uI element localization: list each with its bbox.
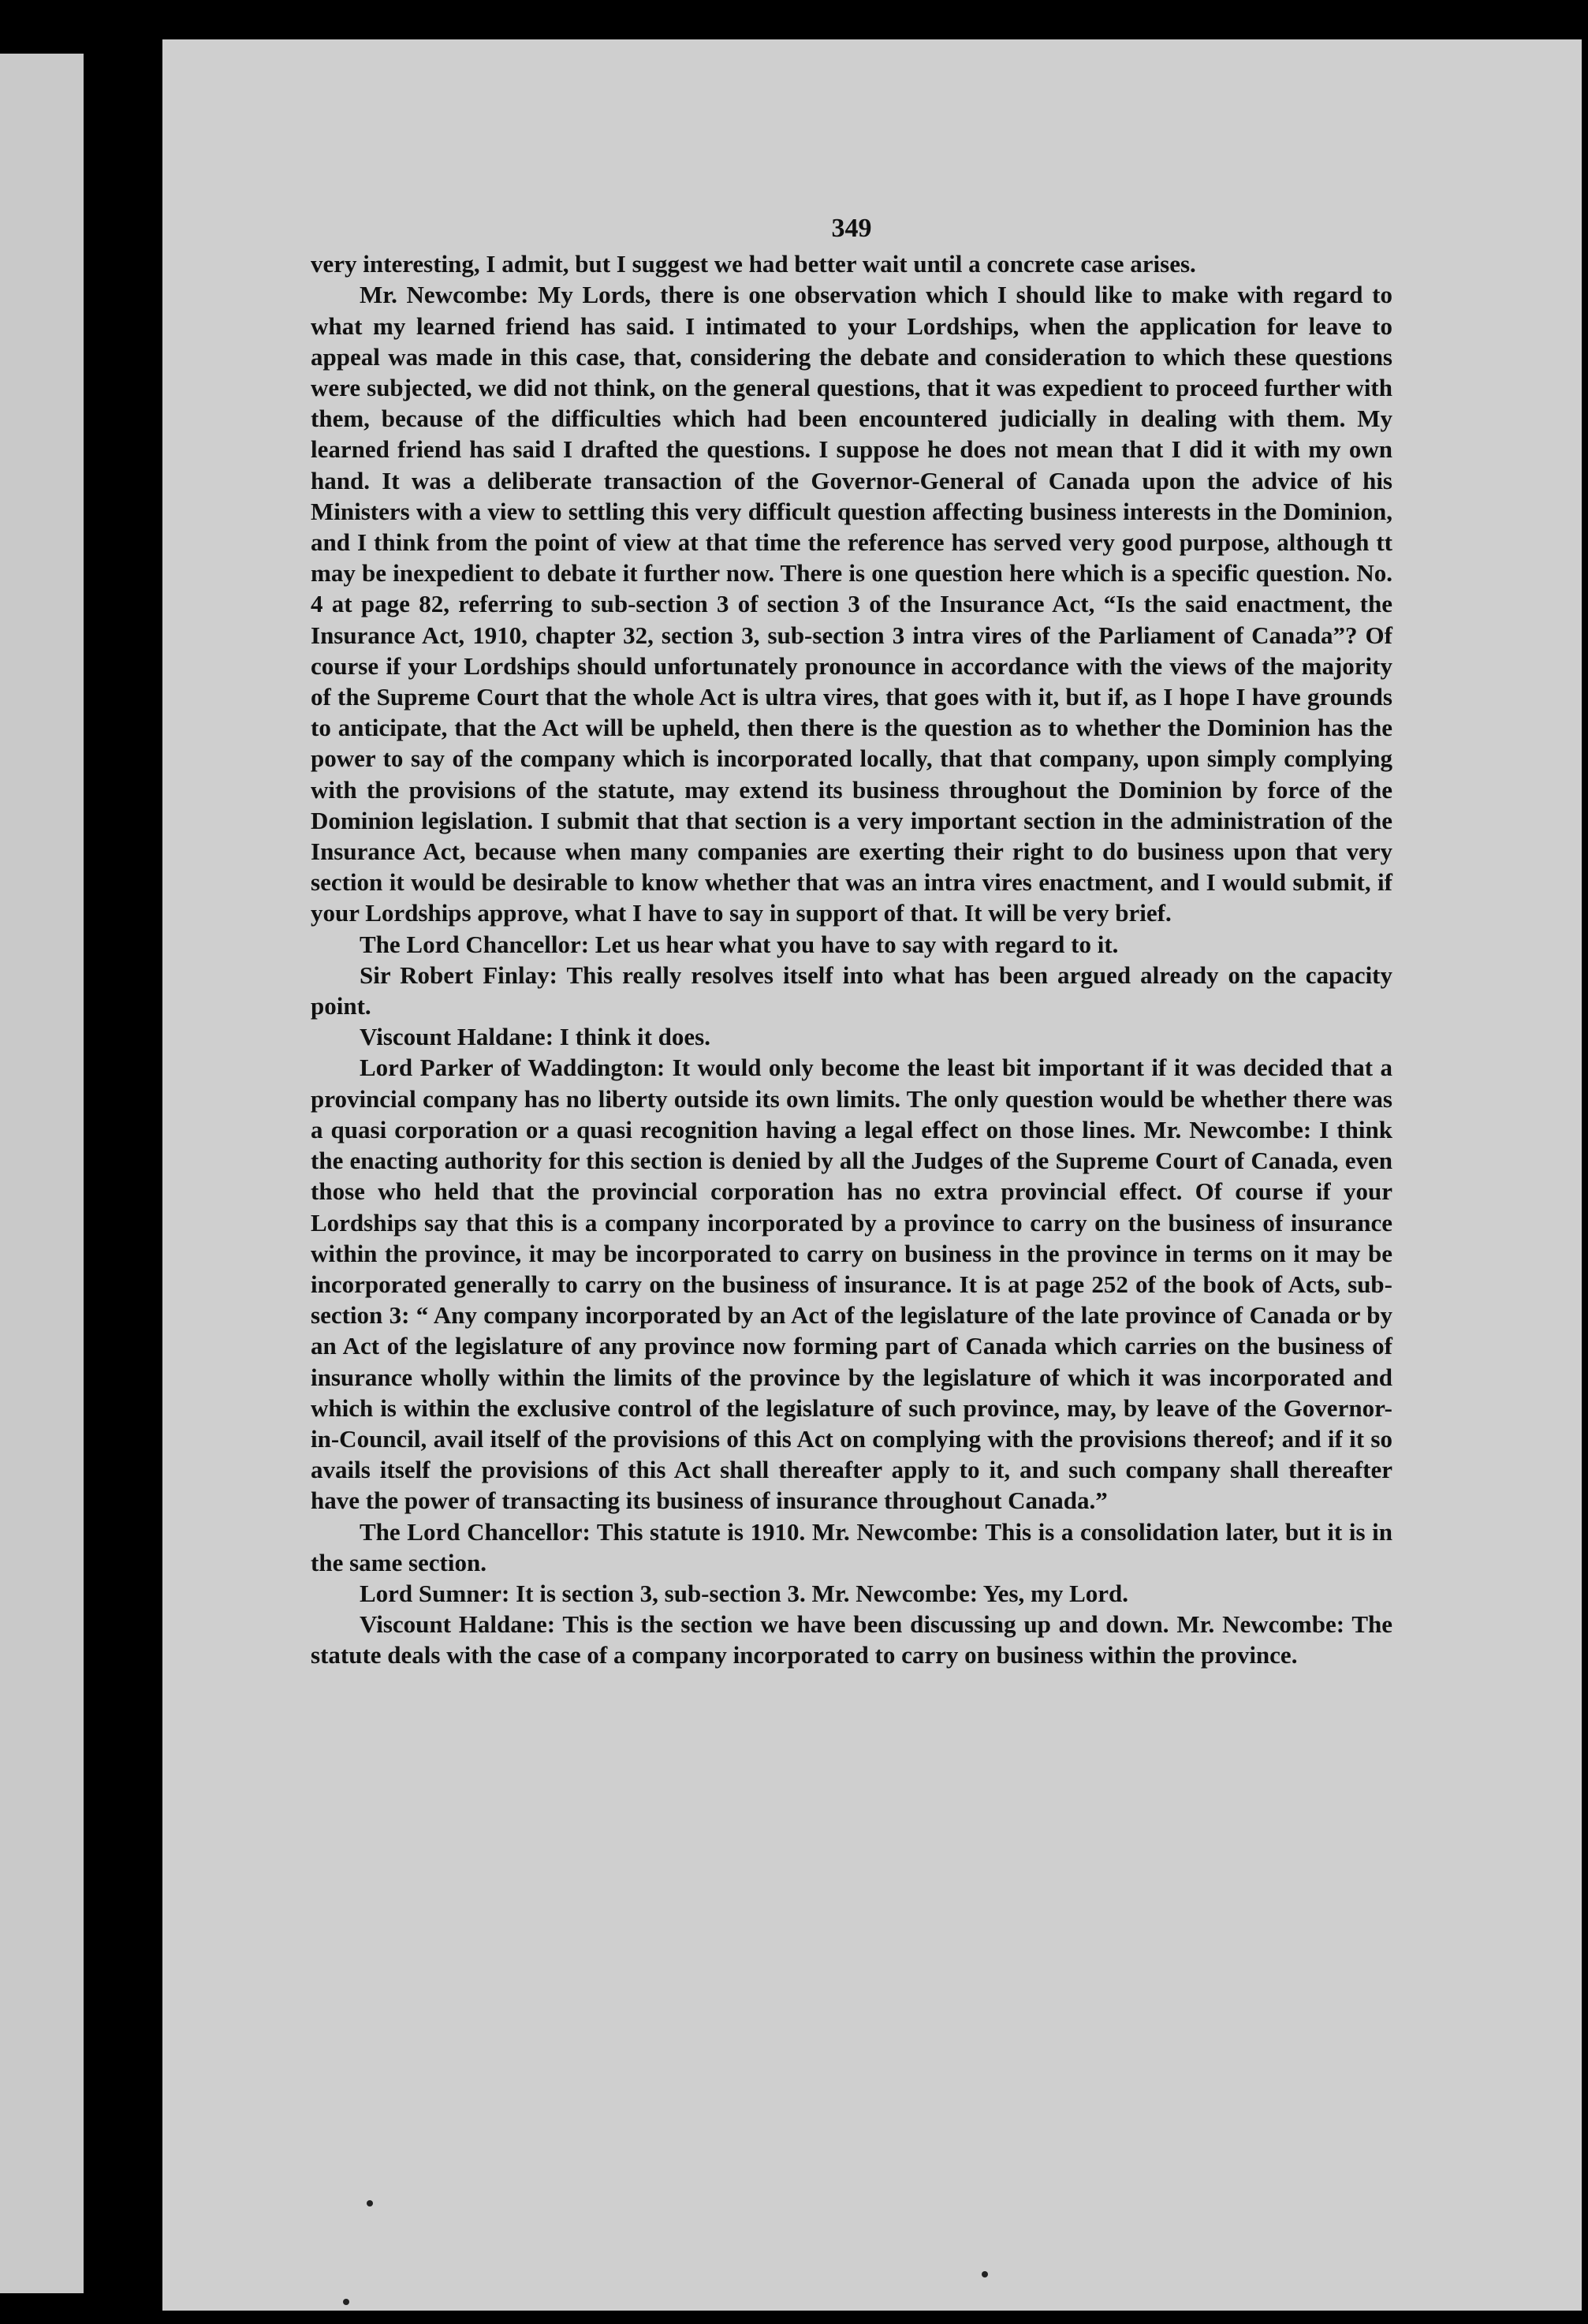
paragraph-continuation: very interesting, I admit, but I suggest we had better wait until a concrete case arises. [311,250,1196,278]
scan-speck [367,2200,373,2206]
paragraph-haldane-2: Viscount Haldane: This is the section we have been discussing up and down. Mr. Newcombe: The statute deals with the case of a company incorporated to carry on business within the province. [311,1610,1392,1669]
paragraph-sumner: Lord Sumner: It is section 3, sub-section 3. Mr. Newcombe: Yes, my Lord. [360,1579,1129,1607]
paragraph-lord-chancellor: The Lord Chancellor: Let us hear what you have to say with regard to it. [360,930,1119,958]
previous-page-edge [0,54,84,2293]
paragraph-finlay: Sir Robert Finlay: This really resolves itself into what has been argued already on the capacity point. [311,961,1392,1020]
page-text [311,213,1392,1671]
paragraph-parker: Lord Parker of Waddington: It would only become the least bit important if it was decided that a provincial company has no liberty outside its own limits. The only question would be whether there was a quasi corporation or a quasi recognition having a legal effect on those lines. Mr. Newcombe: I think the enacting authority for this section is denied by all the Judges of the Supreme Court of Canada, even those who held that the provincial corporation has no extra provincial effect. Of course if your Lordships say that this is a company incorporated by a province to carry on the business of insurance within the province, it may be incorporated to carry on business in the province in terms on it may be incorporated generally to carry on the business of insurance. It is at page 252 of the book of Acts, sub-section 3: “ Any company incorporated by an Act of the legislature of the late province of Canada or by an Act of the legislature of any province now forming part of Canada which carries on the business of insurance wholly within the limits of the province by the legislature of which it was incorporated and which is within the exclusive control of the legislature of such province, may, by leave of the Governor-in-Council, avail itself of the provisions of this Act on complying with the provisions thereof; and if it so avails itself the provisions of this Act shall thereafter apply to it, and such company shall thereafter have the power of transacting its business of insurance throughout Canada.” [311,1054,1392,1515]
page-number: 349 [831,214,872,243]
paragraph-newcombe: Mr. Newcombe: My Lords, there is one observation which I should like to make with regard to what my learned friend has said. I intimated to your Lordships, when the application for leave to appeal was made in this case, that, considering the debate and consideration to which these questions were subjected, we did not think, on the general questions, that it was expedient to proceed further with them, because of the difficulties which had been encountered judicially in dealing with them. My learned friend has said I drafted the questions. I suppose he does not mean that I did it with my own hand. It was a deliberate transaction of the Governor-General of Canada upon the advice of his Ministers with a view to settling this very difficult question affecting business interests in the Dominion, and I think from the point of view at that time the reference has served very good purpose, although tt may be inexpedient to debate it further now. There is one question here which is a specific question. No. 4 at page 82, referring to sub-section 3 of section 3 of the Insurance Act, “Is the said enactment, the Insurance Act, 1910, chapter 32, section 3, sub-section 3 intra vires of the Parliament of Canada”? Of course if your Lordships should unfortunately pronounce in accordance with the views of the majority of the Supreme Court that the whole Act is ultra vires, that goes with it, but if, as I hope I have grounds to anticipate, that the Act will be upheld, then there is the question as to whether the Dominion has the power to say of the company which is incorporated locally, that that company, upon simply complying with the provisions of the statute, may extend its business throughout the Dominion by force of the Dominion legislation. I submit that that section is a very important section in the administration of the Insurance Act, because when many companies are exerting their right to do business upon that very section it would be desirable to know whether that was an intra vires enactment, and I would submit, if your Lordships approve, what I have to say in support of that. It will be very brief. [311,281,1392,927]
paragraph-haldane: Viscount Haldane: I think it does. [360,1023,710,1051]
paragraph-lord-chancellor-2: The Lord Chancellor: This statute is 1910. Mr. Newcombe: This is a consolidation later, but it is in the same section. [311,1517,1392,1576]
scan-speck [982,2271,988,2277]
scan-speck [343,2299,349,2305]
